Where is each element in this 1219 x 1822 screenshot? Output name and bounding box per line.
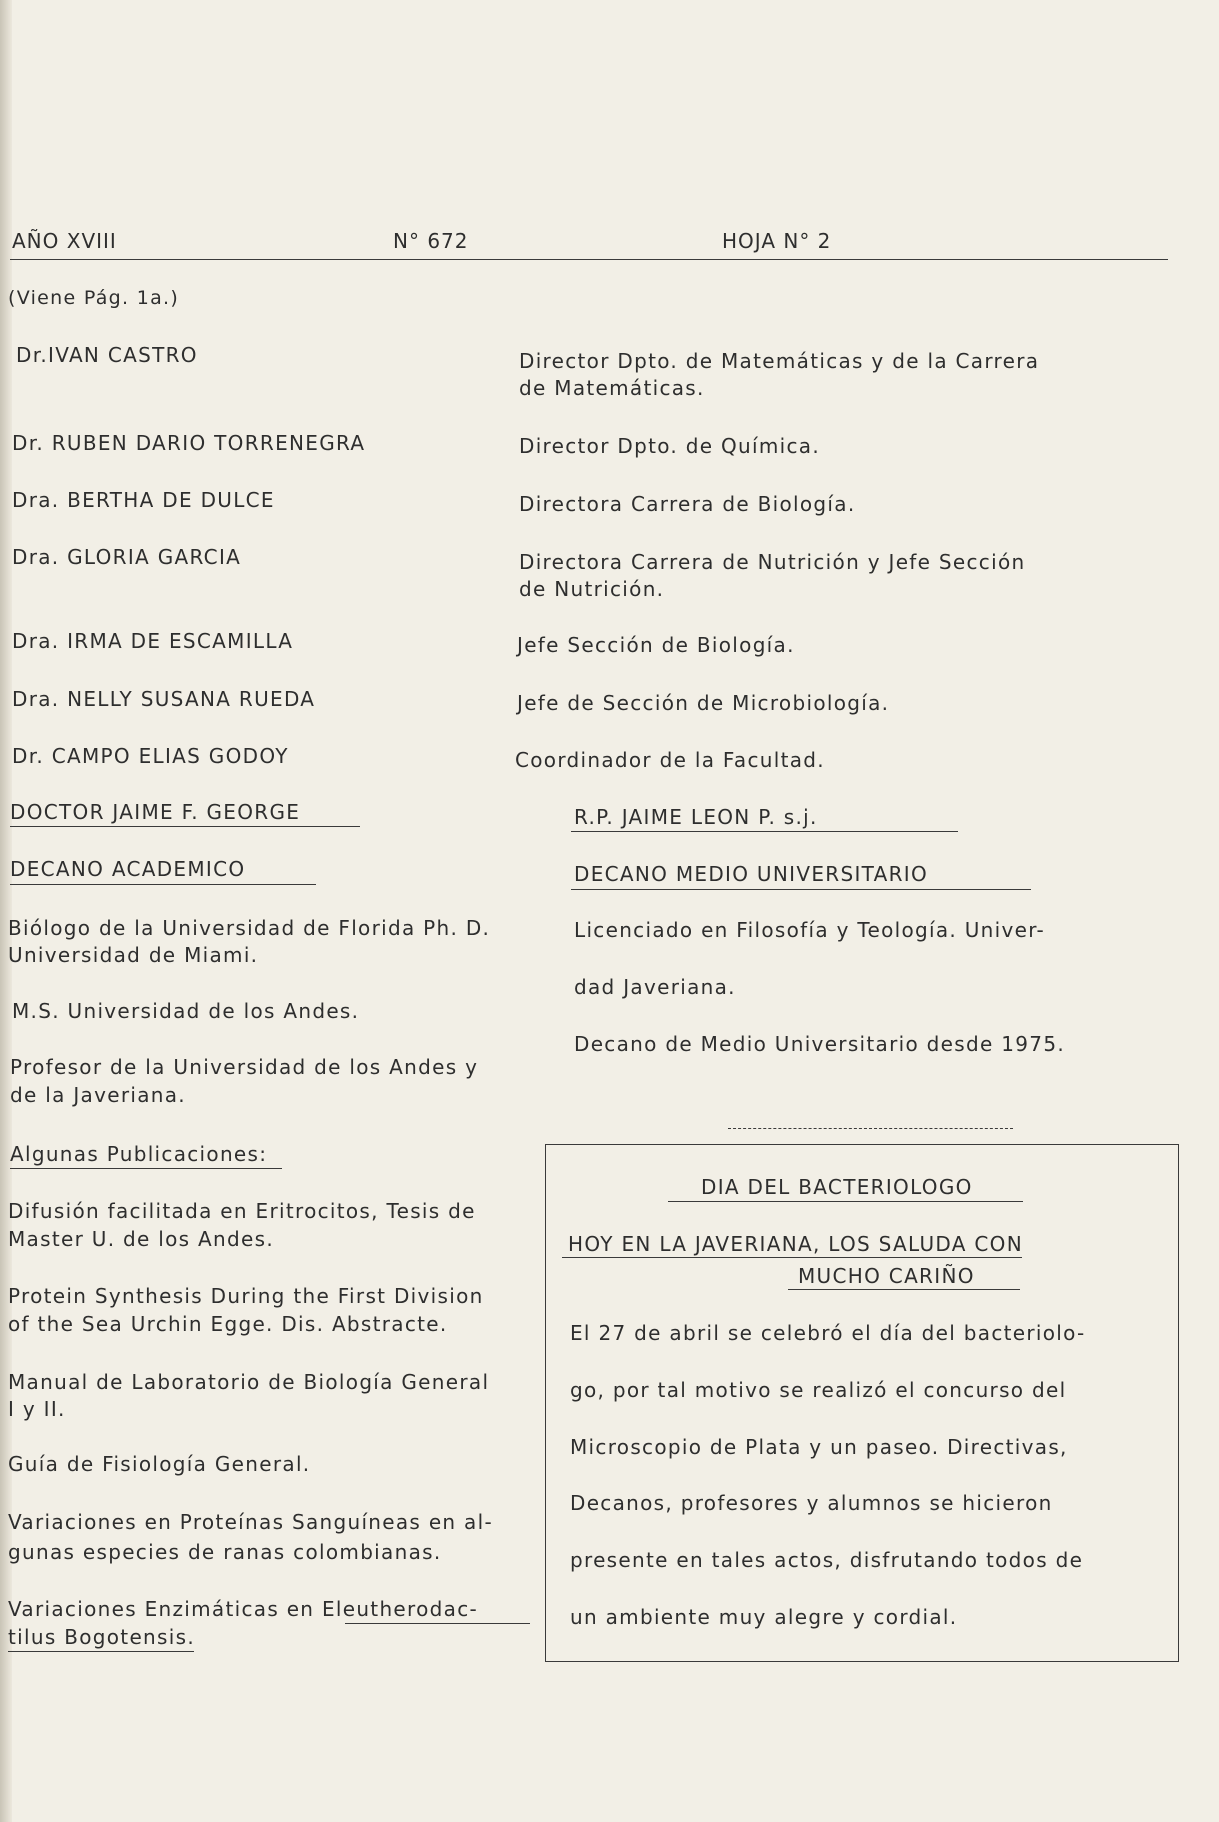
notice-body-line: go, por tal motivo se realizó el concurso del xyxy=(570,1378,1067,1402)
publications-heading: Algunas Publicaciones: xyxy=(10,1142,268,1166)
staff-role: Coordinador de la Facultad. xyxy=(515,748,825,772)
publication-item: tilus Bogotensis. xyxy=(8,1625,195,1649)
staff-name: Dr.IVAN CASTRO xyxy=(16,343,198,367)
issue-year: AÑO XVIII xyxy=(12,229,117,253)
publications-heading-rule xyxy=(10,1168,282,1169)
staff-role: Director Dpto. de Química. xyxy=(519,434,821,458)
issue-number: N° 672 xyxy=(393,229,469,253)
publication-item: Master U. de los Andes. xyxy=(8,1227,274,1251)
left-dean-bio: Profesor de la Universidad de los Andes y xyxy=(10,1055,479,1079)
left-dean-bio: M.S. Universidad de los Andes. xyxy=(12,999,360,1023)
left-dean-name-rule xyxy=(10,826,360,827)
left-dean-bio: Biólogo de la Universidad de Florida Ph. D. xyxy=(8,916,491,940)
right-dean-title: DECANO MEDIO UNIVERSITARIO xyxy=(574,862,929,886)
species-underline xyxy=(345,1623,530,1624)
continued-note: (Viene Pág. 1a.) xyxy=(8,287,180,309)
right-dean-bio: Decano de Medio Universitario desde 1975. xyxy=(574,1032,1066,1056)
notice-body-line: un ambiente muy alegre y cordial. xyxy=(570,1605,958,1629)
notice-subtitle: HOY EN LA JAVERIANA, LOS SALUDA CON xyxy=(568,1232,1023,1256)
staff-name: Dr. RUBEN DARIO TORRENEGRA xyxy=(12,431,366,455)
staff-role: de Nutrición. xyxy=(519,577,665,601)
staff-role: Jefe Sección de Biología. xyxy=(517,633,795,657)
left-dean-bio: de la Javeriana. xyxy=(10,1083,186,1107)
staff-name: Dra. GLORIA GARCIA xyxy=(12,545,242,569)
publication-item: Difusión facilitada en Eritrocitos, Tesis de xyxy=(8,1199,476,1223)
staff-name: Dra. IRMA DE ESCAMILLA xyxy=(12,629,294,653)
species-underline xyxy=(8,1651,194,1652)
notice-body-line: Decanos, profesores y alumnos se hicieron xyxy=(570,1491,1053,1515)
separator-rule xyxy=(728,1128,1013,1129)
publication-item: Variaciones en Proteínas Sanguíneas en al- xyxy=(8,1510,493,1534)
right-dean-bio: Licenciado en Filosofía y Teología. Univer- xyxy=(574,918,1046,942)
notice-subtitle-rule xyxy=(788,1289,1020,1290)
publication-item: Guía de Fisiología General. xyxy=(8,1452,311,1476)
notice-body-line: Microscopio de Plata y un paseo. Directivas, xyxy=(570,1435,1068,1459)
left-dean-title: DECANO ACADEMICO xyxy=(10,857,246,881)
staff-role: de Matemáticas. xyxy=(519,376,705,400)
notice-subtitle-rule xyxy=(562,1257,1022,1258)
publication-item: of the Sea Urchin Egge. Dis. Abstracte. xyxy=(8,1312,448,1336)
publication-item: Manual de Laboratorio de Biología General xyxy=(8,1370,490,1394)
staff-name: Dr. CAMPO ELIAS GODOY xyxy=(12,744,289,768)
notice-body-line: presente en tales actos, disfrutando todos de xyxy=(570,1548,1084,1572)
sheet-number: HOJA N° 2 xyxy=(722,229,832,253)
right-dean-name: R.P. JAIME LEON P. s.j. xyxy=(574,805,818,829)
left-dean-bio: Universidad de Miami. xyxy=(8,943,259,967)
notice-box xyxy=(545,1144,1179,1662)
staff-role: Directora Carrera de Nutrición y Jefe Sección xyxy=(519,550,1026,574)
right-dean-title-rule xyxy=(571,889,1031,890)
staff-name: Dra. NELLY SUSANA RUEDA xyxy=(12,687,316,711)
publication-item: Variaciones Enzimáticas en Eleutherodac- xyxy=(8,1597,479,1621)
staff-role: Jefe de Sección de Microbiología. xyxy=(517,691,890,715)
notice-title-rule xyxy=(668,1201,1023,1202)
notice-subtitle: MUCHO CARIÑO xyxy=(798,1264,975,1288)
right-dean-name-rule xyxy=(571,831,958,832)
left-dean-name: DOCTOR JAIME F. GEORGE xyxy=(10,800,301,824)
staff-role: Directora Carrera de Biología. xyxy=(519,492,856,516)
staff-name: Dra. BERTHA DE DULCE xyxy=(12,488,275,512)
left-dean-title-rule xyxy=(10,884,316,885)
publication-item: I y II. xyxy=(8,1397,66,1421)
header-rule xyxy=(10,259,1168,260)
staff-role: Director Dpto. de Matemáticas y de la Carrera xyxy=(519,349,1040,373)
notice-body-line: El 27 de abril se celebró el día del bacteriolo- xyxy=(570,1321,1086,1345)
right-dean-bio: dad Javeriana. xyxy=(574,975,736,999)
publication-item: Protein Synthesis During the First Division xyxy=(8,1284,484,1308)
publication-item: gunas especies de ranas colombianas. xyxy=(8,1540,442,1564)
notice-title: DIA DEL BACTERIOLOGO xyxy=(701,1175,973,1199)
